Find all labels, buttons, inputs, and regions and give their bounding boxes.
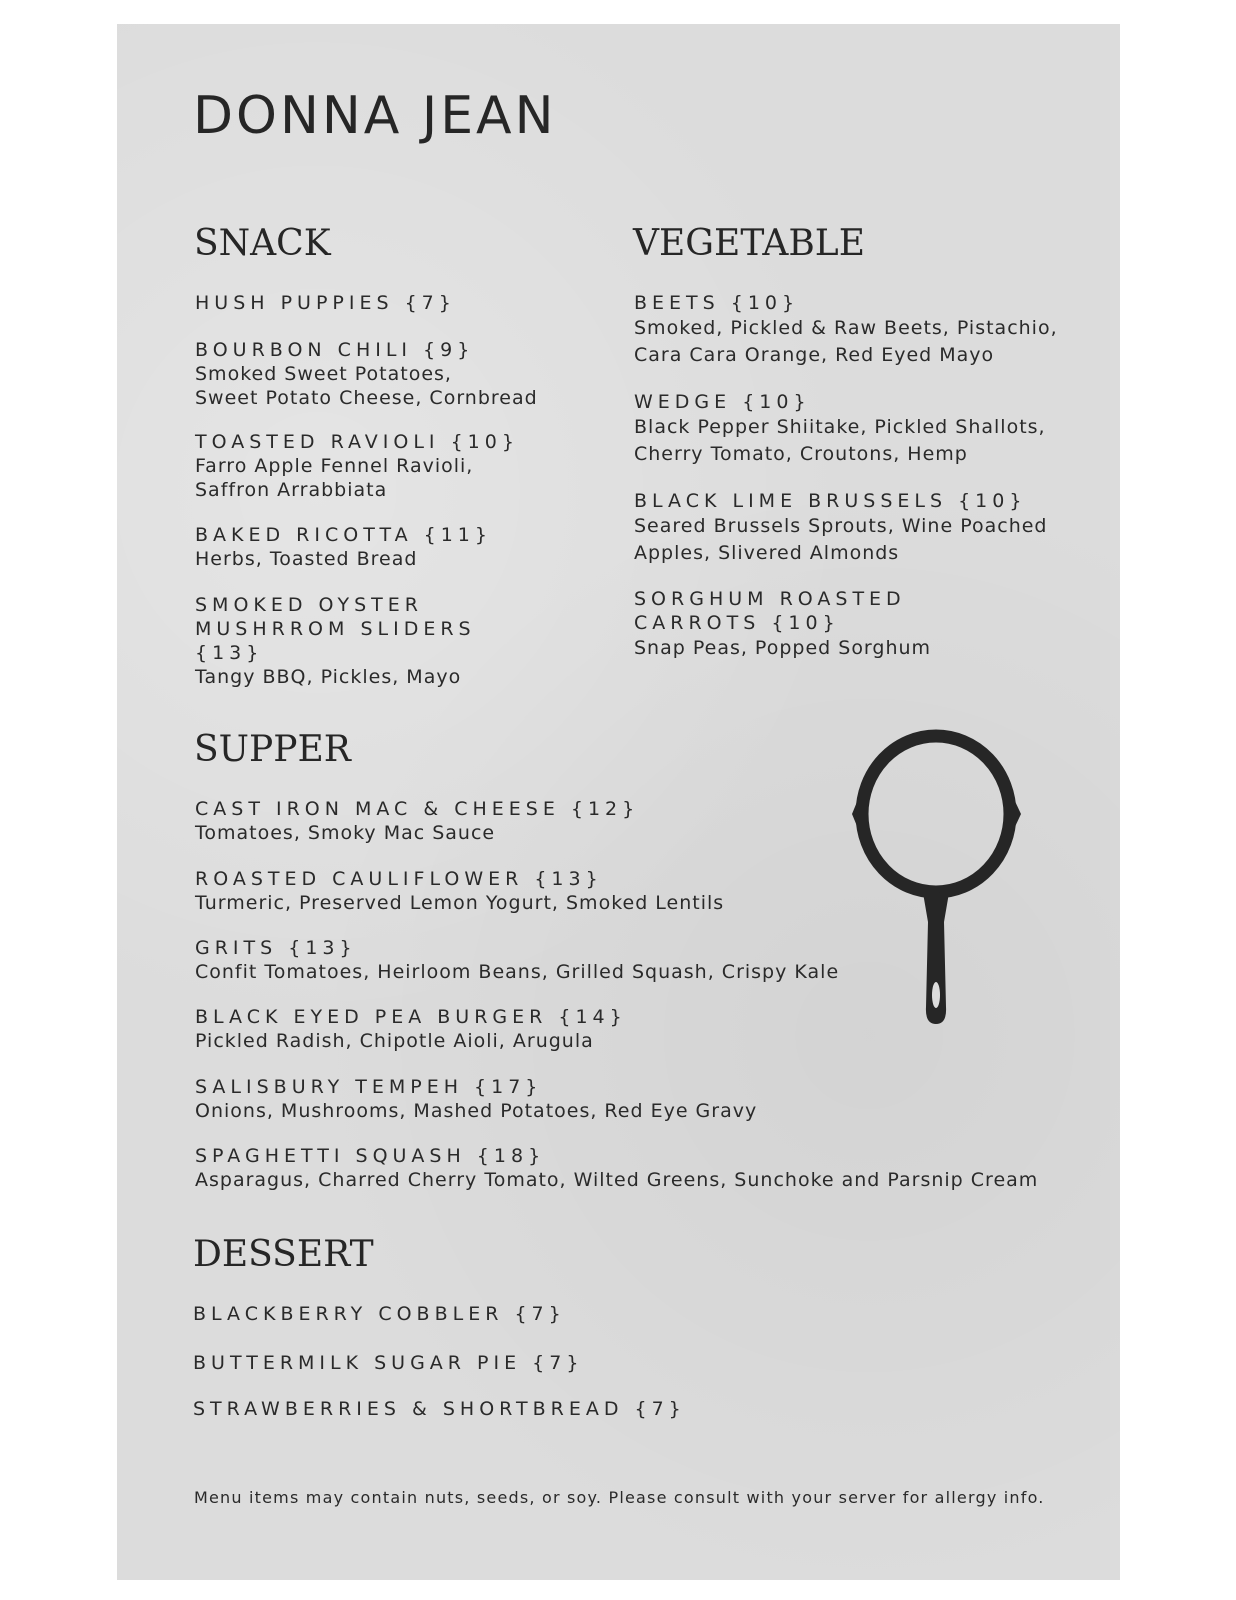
item-description: Tangy BBQ, Pickles, Mayo: [195, 666, 462, 688]
item-name: CAST IRON MAC & CHEESE {12}: [195, 798, 640, 820]
section-heading-dessert: DESSERT: [193, 1234, 374, 1275]
item-name: BAKED RICOTTA {11}: [195, 524, 492, 546]
item-name: SALISBURY TEMPEH {17}: [195, 1076, 543, 1098]
item-description: Turmeric, Preserved Lemon Yogurt, Smoked Lentils: [195, 892, 725, 914]
item-description: Onions, Mushrooms, Mashed Potatoes, Red Eye Gravy: [195, 1100, 758, 1122]
menu-item: [195, 338, 595, 410]
menu-item: [634, 489, 1074, 567]
item-name: SPAGHETTI SQUASH {18}: [195, 1145, 546, 1167]
menu-item: [634, 291, 1074, 369]
item-description: Confit Tomatoes, Heirloom Beans, Grilled Squash, Crispy Kale: [195, 961, 840, 983]
item-name: BLACK LIME BRUSSELS {10}: [634, 490, 1027, 512]
item-description: Farro Apple Fennel Ravioli, Saffron Arrabbiata: [195, 455, 474, 501]
section-heading-vegetable: VEGETABLE: [633, 223, 865, 264]
menu-item: [634, 587, 934, 662]
item-name: ROASTED CAULIFLOWER {13}: [195, 868, 603, 890]
item-name: BLACK EYED PEA BURGER {14}: [195, 1006, 627, 1028]
item-description: Tomatoes, Smoky Mac Sauce: [195, 822, 496, 844]
menu-item: [193, 1397, 686, 1421]
restaurant-title: DONNA JEAN: [193, 86, 557, 146]
item-name: TOASTED RAVIOLI {10}: [195, 431, 519, 453]
item-description: Smoked, Pickled & Raw Beets, Pistachio, Cara Cara Orange, Red Eyed Mayo: [634, 317, 1058, 366]
item-name: BOURBON CHILI {9}: [195, 339, 475, 361]
item-name: BUTTERMILK SUGAR PIE {7}: [193, 1352, 584, 1374]
item-name: WEDGE {10}: [634, 391, 811, 413]
menu-item: [193, 1351, 593, 1375]
menu-item: [195, 430, 595, 502]
item-description: Seared Brussels Sprouts, Wine Poached Apples, Slivered Almonds: [634, 515, 1048, 564]
menu-item: [195, 1075, 1075, 1123]
item-description: Herbs, Toasted Bread: [195, 548, 418, 570]
item-name: SMOKED OYSTER MUSHRROM SLIDERS {13}: [195, 594, 476, 664]
menu-item: [634, 390, 1074, 468]
item-name: STRAWBERRIES & SHORTBREAD {7}: [193, 1398, 686, 1420]
cast-iron-skillet-icon: [851, 727, 1031, 1047]
menu-item: [195, 593, 535, 689]
item-name: SORGHUM ROASTED CARROTS {10}: [634, 588, 906, 634]
item-name: HUSH PUPPIES {7}: [195, 292, 456, 314]
item-description: Snap Peas, Popped Sorghum: [634, 637, 932, 659]
item-name: BEETS {10}: [634, 292, 800, 314]
section-heading-supper: SUPPER: [194, 729, 351, 770]
item-description: Asparagus, Charred Cherry Tomato, Wilted Greens, Sunchoke and Parsnip Cream: [195, 1169, 1039, 1191]
menu-item: [193, 1302, 593, 1326]
item-description: Black Pepper Shiitake, Pickled Shallots, Cherry Tomato, Croutons, Hemp: [634, 416, 1046, 465]
menu-item: [195, 1144, 1075, 1192]
section-heading-snack: SNACK: [194, 223, 331, 264]
item-name: GRITS {13}: [195, 937, 357, 959]
allergy-note: Menu items may contain nuts, seeds, or soy. Please consult with your server for allergy info.: [194, 1488, 1045, 1507]
menu-item: [195, 291, 595, 315]
item-description: Smoked Sweet Potatoes, Sweet Potato Cheese, Cornbread: [195, 363, 538, 409]
item-name: BLACKBERRY COBBLER {7}: [193, 1303, 566, 1325]
item-description: Pickled Radish, Chipotle Aioli, Arugula: [195, 1030, 594, 1052]
menu-item: [195, 523, 595, 571]
